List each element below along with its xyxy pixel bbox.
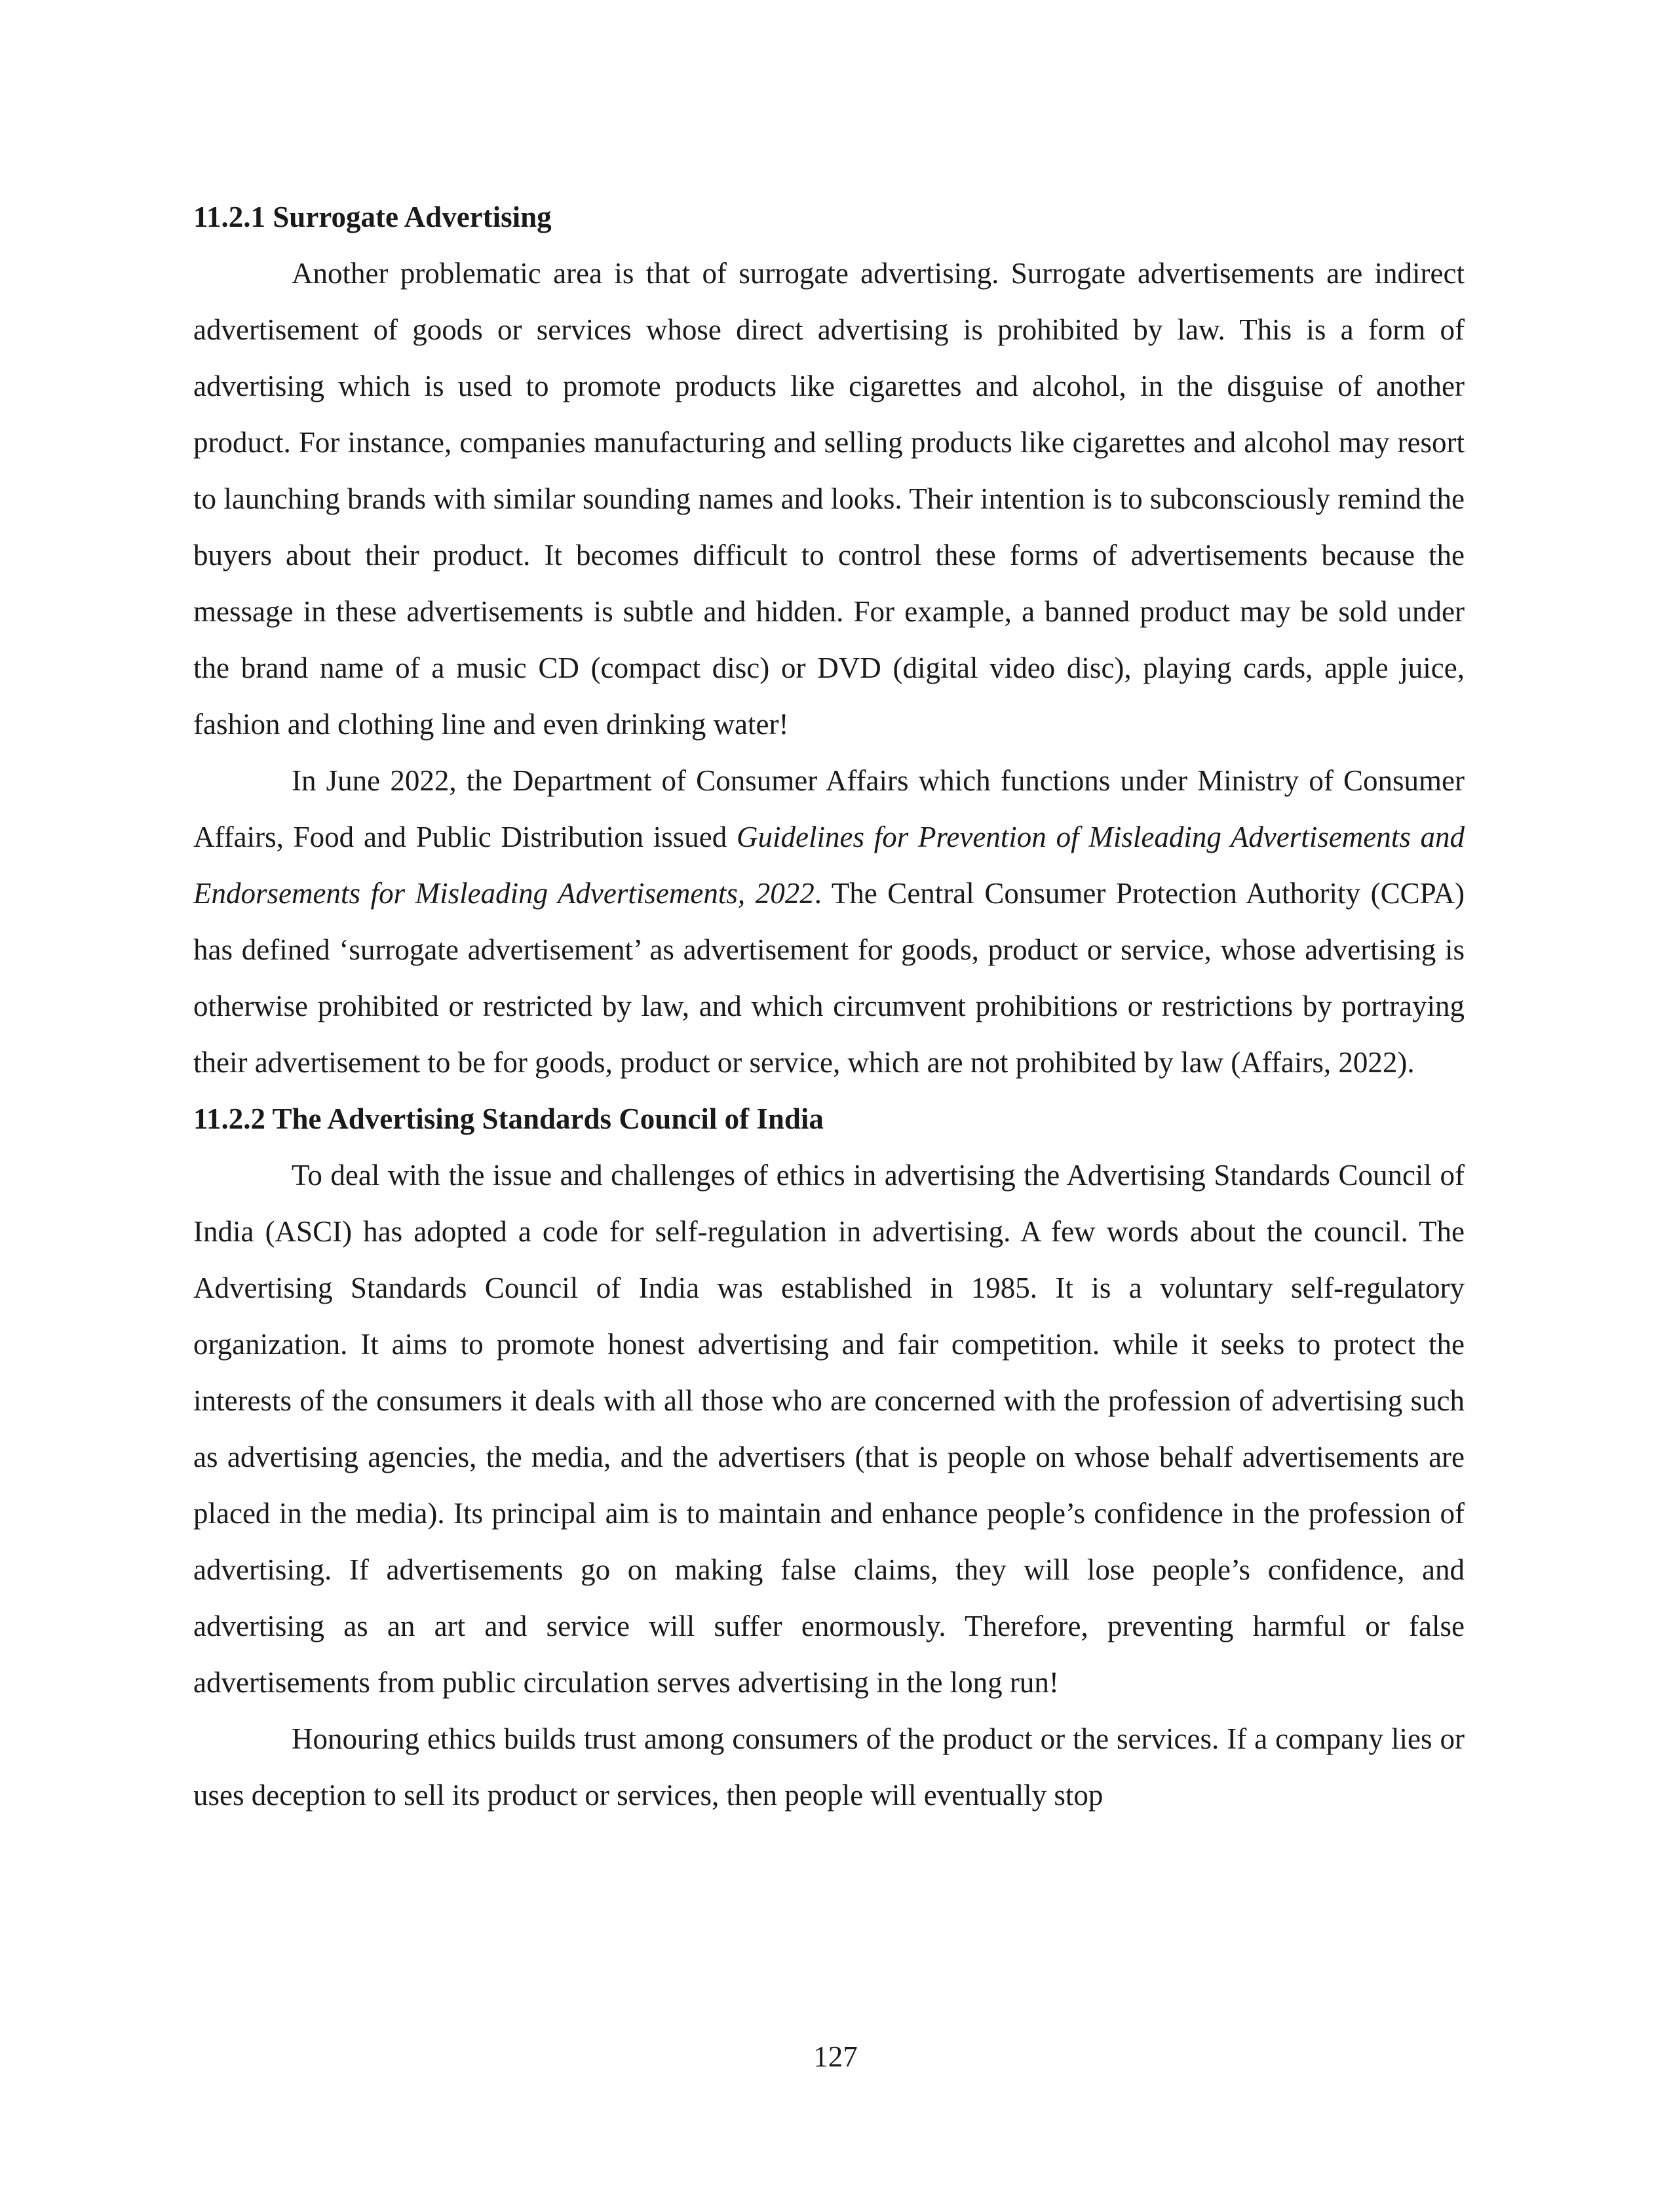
section-heading-surrogate-advertising: 11.2.1 Surrogate Advertising	[193, 201, 552, 233]
paragraph-surrogate-definition: Another problematic area is that of surrogate advertising. Surrogate advertisements are indirect advertisement of goods or services whose direct advertising is prohibited by law. This is a form of advertising which is used to promote products like cigarettes and alcohol, in the disguise of another product. For instance, companies manufacturing and selling products like cigarettes and alcohol may resort to launching brands with similar sounding names and looks. Their intention is to subconsciously remind the buyers about their product. It becomes difficult to control these forms of advertisements because the message in these advertisements is subtle and hidden. For example, a banned product may be sold under the brand name of a music CD (compact disc) or DVD (digital video disc), playing cards, apple juice, fashion and clothing line and even drinking water!	[193, 257, 1465, 741]
paragraph-ccpa-guidelines-end: . The Central Consumer Protection Authority (CCPA) has defined ‘surrogate advertisement’ as advertisement for goods, product or service, whose advertising is otherwise prohibited or restricted by law, and which circumvent prohibitions or restrictions by portraying their advertisement to be for goods, product or service, which are not prohibited by law (Affairs, 2022).	[193, 877, 1465, 1079]
page-number: 127	[813, 2040, 858, 2073]
section-heading-asci: 11.2.2 The Advertising Standards Council of India	[193, 1102, 824, 1135]
paragraph-ccpa-guidelines-start: In June 2022, the Department of Consumer Affairs which functions under Ministry of Consumer Affairs, Food and Public Distribution issued	[193, 764, 1465, 853]
guidelines-title: Guidelines for Prevention of Misleading Advertisements and Endorsements for Misleading Advertisements, 2022	[193, 821, 1465, 910]
paragraph-ccpa-guidelines	[193, 752, 1465, 1091]
paragraph-honouring-ethics: Honouring ethics builds trust among consumers of the product or the services. If a company lies or uses deception to sell its product or services, then people will eventually stop	[193, 1722, 1465, 1812]
page-content	[193, 189, 1465, 1823]
paragraph-asci-overview: To deal with the issue and challenges of ethics in advertising the Advertising Standards Council of India (ASCI) has adopted a code for self-regulation in advertising. A few words about the council. The Advertising Standards Council of India was established in 1985. It is a voluntary self-regulatory organization. It aims to promote honest advertising and fair competition. while it seeks to protect the interests of the consumers it deals with all those who are concerned with the profession of advertising such as advertising agencies, the media, and the advertisers (that is people on whose behalf advertisements are placed in the media). Its principal aim is to maintain and enhance people’s confidence in the profession of advertising. If advertisements go on making false claims, they will lose people’s confidence, and advertising as an art and service will suffer enormously. Therefore, preventing harmful or false advertisements from public circulation serves advertising in the long run!	[193, 1159, 1465, 1699]
